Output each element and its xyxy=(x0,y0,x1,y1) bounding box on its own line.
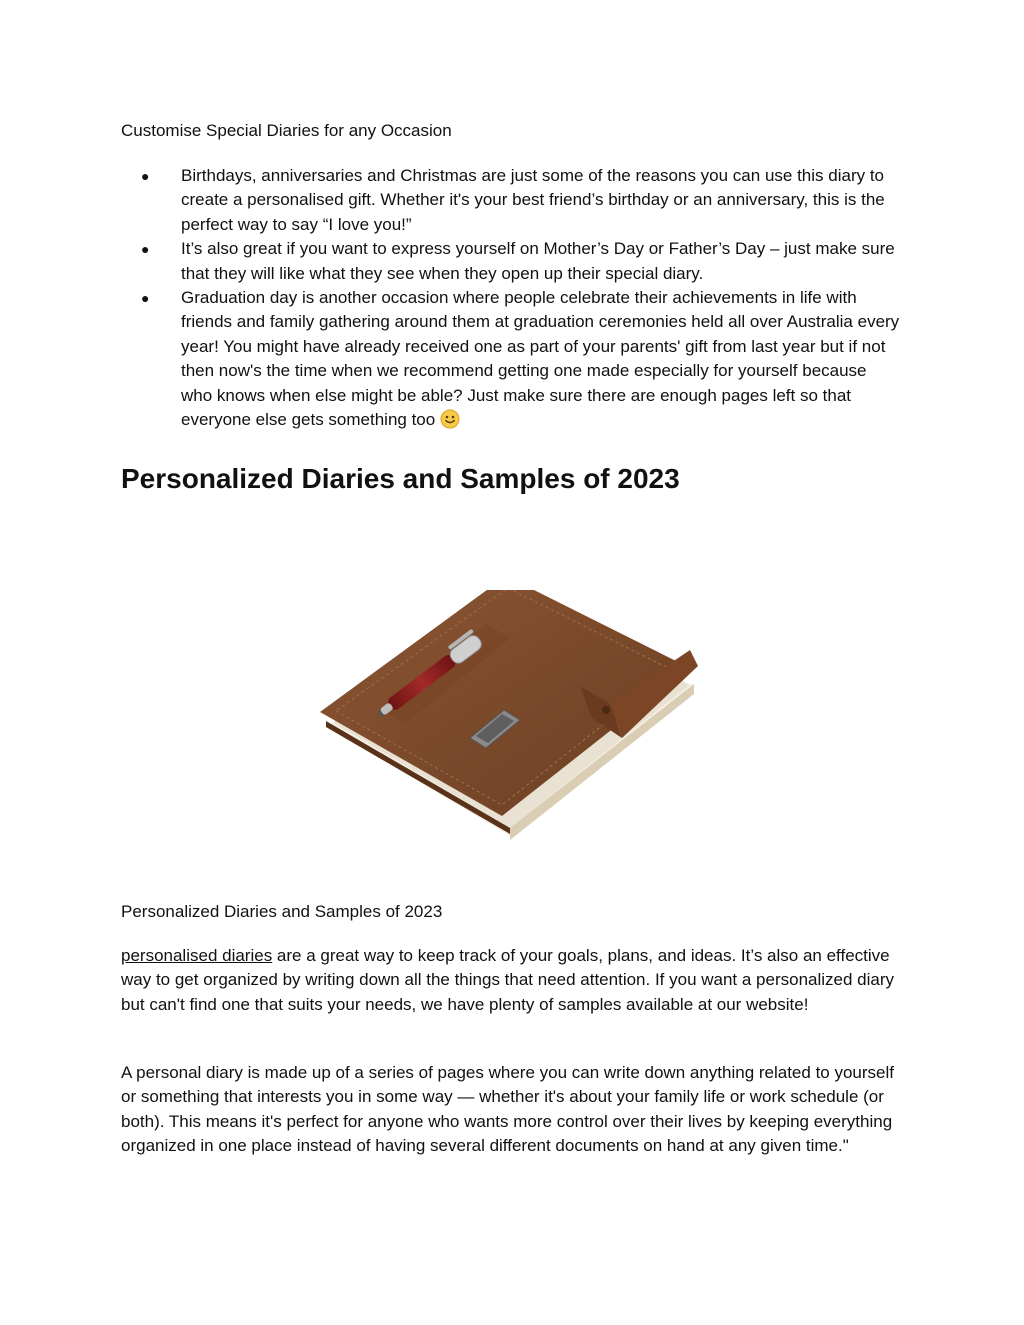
paragraph-text: are a great way to keep track of your goals, plans, and ideas. It’s also an effective way to get organized by writing down all the things that need attention. If you want a personalized diary but can't find one that suits your needs, we have plenty of samples available at our website! xyxy=(121,946,895,1014)
diary-image xyxy=(310,590,700,850)
bullet-text: Graduation day is another occasion where people celebrate their achievements in life with friends and family gathering around them at graduation ceremonies held all over Australia every year! You might have already received one as part of your parents' gift from last year but if not then now's the time when we recommend getting one made especially for yourself because who knows when else might be able? Just make sure there are enough pages left so that everyone else gets something too xyxy=(181,288,900,430)
smiley-face-icon xyxy=(440,409,460,429)
bullet-icon: ● xyxy=(141,290,150,307)
personalised-diaries-link[interactable]: personalised diaries xyxy=(121,946,273,965)
section-title: Personalized Diaries and Samples of 2023 xyxy=(121,463,680,494)
bullet-icon: ● xyxy=(141,241,150,258)
list-item xyxy=(121,286,901,432)
bullet-text: Birthdays, anniversaries and Christmas are just some of the reasons you can use this diary to create a personalised gift. Whether it's your best friend’s birthday or an anniversary, this is the perfect way to say “I love you!” xyxy=(181,166,885,234)
intro-heading: Customise Special Diaries for any Occasion xyxy=(121,121,452,140)
bullet-icon: ● xyxy=(141,168,150,184)
bullet-text: It’s also great if you want to express yourself on Mother’s Day or Father’s Day – just make sure that they will like what they see when they open up their special diary. xyxy=(181,239,895,283)
paragraph-personal-diary: A personal diary is made up of a series of pages where you can write down anything related to yourself or something that interests you in some way — whether it's about your family life or work schedule (or both). This means it's perfect for anyone who wants more control over their lives by keeping everything organized in one place instead of having several different documents on hand at any given time." xyxy=(121,1063,894,1156)
occasion-bullet-list xyxy=(121,164,901,432)
list-item xyxy=(121,164,901,237)
image-caption: Personalized Diaries and Samples of 2023 xyxy=(121,902,443,921)
list-item xyxy=(121,237,901,286)
paragraph-personalised-diaries xyxy=(121,944,906,1017)
